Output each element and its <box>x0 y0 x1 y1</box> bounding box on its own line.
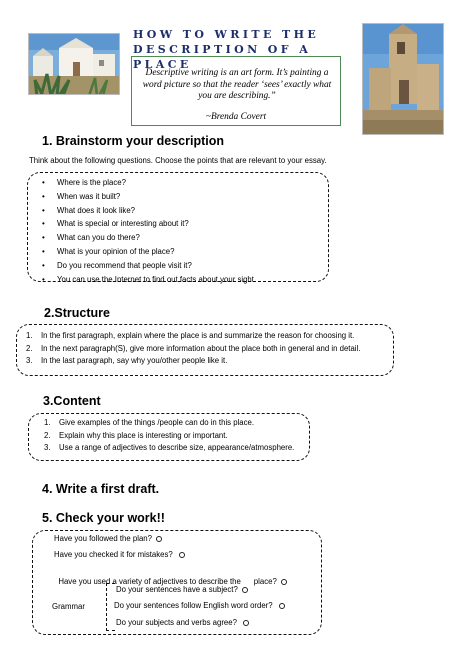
quote-author: ~Brenda Covert <box>205 112 267 122</box>
grammar-label: Grammar <box>52 602 85 611</box>
list-item: • What is special or interesting about it? <box>40 217 256 231</box>
checkbox-circle[interactable] <box>281 579 287 585</box>
list-item: • Where is the place? <box>40 176 256 190</box>
quote-text: Descriptive writing is an art form. It’s painting a word picture so that the reader ‘sees’ exactly what you are describing.” <box>142 68 332 101</box>
grammar-check-item: Do your sentences follow English word order? <box>114 601 285 610</box>
list-item: 3. Use a range of adjectives to describe size, appearance/atmosphere. <box>44 443 295 452</box>
list-item: • Do you recommend that people visit it? <box>40 259 256 273</box>
section-heading-brainstorm: 1. Brainstorm your description <box>42 134 224 148</box>
list-item: 1. In the first paragraph, explain where the place is and summarize the reason for choosing it. <box>26 331 355 340</box>
section-heading-draft: 4. Write a first draft. <box>42 482 160 496</box>
list-item: 2. Explain why this place is interesting or important. <box>44 430 228 440</box>
page-title: HOW TO WRITE THE DESCRIPTION OF A PLACE <box>133 28 320 71</box>
list-item: • What does it look like? <box>40 204 256 218</box>
section-heading-structure: 2.Structure <box>44 306 110 320</box>
list-item: 1. Give examples of the things /people can do in this place. <box>44 418 255 427</box>
checkbox-circle[interactable] <box>243 620 249 626</box>
list-item: • What can you do there? <box>40 231 256 245</box>
list-item: • What is your opinion of the place? <box>40 245 256 259</box>
structure-list <box>26 330 360 368</box>
check-item: Have you followed the plan? <box>54 534 162 543</box>
section-heading-check: 5. Check your work!! <box>42 511 165 525</box>
check-item: Have you checked it for mistakes? <box>54 550 185 559</box>
checkbox-circle[interactable] <box>279 603 285 609</box>
checkbox-circle[interactable] <box>242 587 248 593</box>
content-list <box>44 417 294 455</box>
church-photo-right <box>362 23 444 135</box>
church-photo-left <box>28 33 120 95</box>
brainstorm-intro: Think about the following questions. Choose the points that are relevant to your essay. <box>29 156 327 165</box>
list-item: 3. In the last paragraph, say why you/other people like it. <box>26 356 228 365</box>
grammar-check-item: Do your sentences have a subject? <box>116 585 248 594</box>
checkbox-circle[interactable] <box>179 552 185 558</box>
section-heading-content: 3.Content <box>43 394 101 408</box>
list-item: • When was it built? <box>40 190 256 204</box>
quote-box <box>131 56 341 126</box>
checkbox-circle[interactable] <box>156 536 162 542</box>
list-item: 2. In the next paragraph(S), give more information about the place both in general and in detail. <box>26 343 361 353</box>
grammar-check-item: Do your subjects and verbs agree? <box>116 618 249 627</box>
list-item: • You can use the Internet to find out facts about your sight. <box>40 273 256 287</box>
check-item: Have you used a variety of adjectives to describe the place? <box>54 568 287 586</box>
brainstorm-list <box>40 176 256 286</box>
